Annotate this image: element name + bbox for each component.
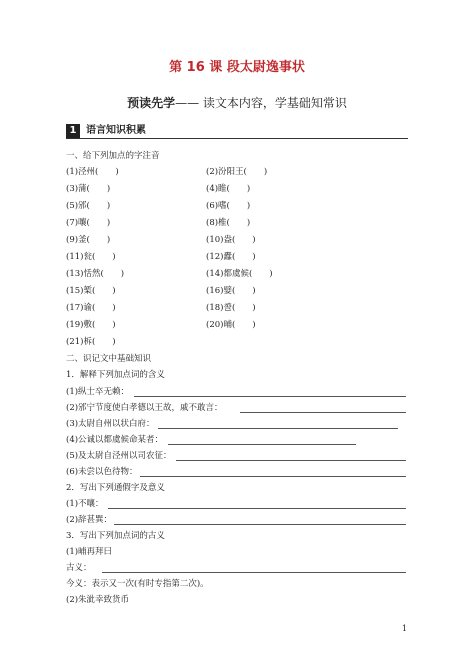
item-left: (13)恬然( ) [66, 269, 125, 279]
item-left: (7)嚷( ) [66, 218, 111, 228]
lesson-title: 第 16 课 段太尉逸事状 [169, 60, 305, 75]
answer-line: (1)纵士卒无赖： [66, 387, 130, 397]
part1-heading: 一、给下列加点的字注音 [66, 151, 160, 161]
item-right: (20)晡( ) [206, 320, 256, 330]
subtitle-rest: —— 读文本内容，学基础知常识 [175, 96, 347, 110]
word-line: (1)晡再拜曰 [66, 547, 113, 557]
answer-blank[interactable] [102, 572, 406, 573]
item-right: (10)盎( ) [206, 235, 256, 245]
answer-line: (5)及太尉自泾州以司农征： [66, 451, 172, 461]
subtitle [0, 94, 474, 111]
answer-line: (1)不嚷： [66, 499, 104, 509]
answer-blank[interactable] [108, 508, 406, 509]
item-left: (3)蒲( ) [66, 184, 111, 194]
answer-line: (3)太尉自州以状白府： [66, 419, 155, 429]
item-left: (9)釜( ) [66, 235, 111, 245]
item-left: (17)谕( ) [66, 303, 116, 313]
part2-heading: 二、识记文中基础知识 [66, 354, 152, 364]
item-left: (5)邠( ) [66, 201, 111, 211]
modern-meaning: 今义：表示又一次(有时专指第二次)。 [66, 579, 209, 589]
section-number: 1 [66, 124, 80, 138]
answer-line: 古义： [66, 563, 92, 573]
item-right: (8)椎( ) [206, 218, 251, 228]
answer-line: (4)公诚以都虞候命某者： [66, 435, 164, 445]
answer-line: (2)辞甚巽： [66, 515, 113, 525]
question-3: 3．写出下列加点词的古义 [66, 531, 165, 541]
item-right: (16)嬖( ) [206, 286, 256, 296]
item-right: (14)都虞候( ) [206, 269, 273, 279]
item-left: (19)敷( ) [66, 320, 116, 330]
answer-line: (2)邠宁节度使白孝德以王故，戚不敢言： [66, 403, 223, 413]
question-1: 1．解释下列加点词的含义 [66, 370, 165, 380]
answer-blank[interactable] [168, 444, 356, 445]
word-line: (2)朱泚幸致货币 [66, 595, 130, 605]
answer-blank[interactable] [140, 476, 406, 477]
answer-blank[interactable] [176, 460, 406, 461]
subtitle-bold: 预读先学 [127, 96, 176, 110]
item-left: (11)瓮( ) [66, 252, 116, 262]
answer-blank[interactable] [134, 396, 406, 397]
item-left: (21)柝( ) [66, 337, 116, 347]
answer-line: (6)未尝以色待物： [66, 467, 138, 477]
answer-blank[interactable] [240, 412, 406, 413]
item-right: (2)汾阳王( ) [206, 167, 268, 177]
page-number: 1 [402, 624, 408, 633]
question-2: 2．写出下列通假字及意义 [66, 483, 165, 493]
item-left: (15)椠( ) [66, 286, 116, 296]
answer-blank[interactable] [158, 428, 398, 429]
item-left: (1)泾州( ) [66, 167, 119, 177]
item-right: (18)巹( ) [206, 303, 256, 313]
item-right: (12)蠹( ) [206, 252, 256, 262]
section-title: 语言知识积累 [86, 125, 146, 136]
section-header [66, 124, 408, 139]
item-right: (4)睢( ) [206, 184, 251, 194]
answer-blank[interactable] [114, 524, 406, 525]
item-right: (6)嗜( ) [206, 201, 251, 211]
